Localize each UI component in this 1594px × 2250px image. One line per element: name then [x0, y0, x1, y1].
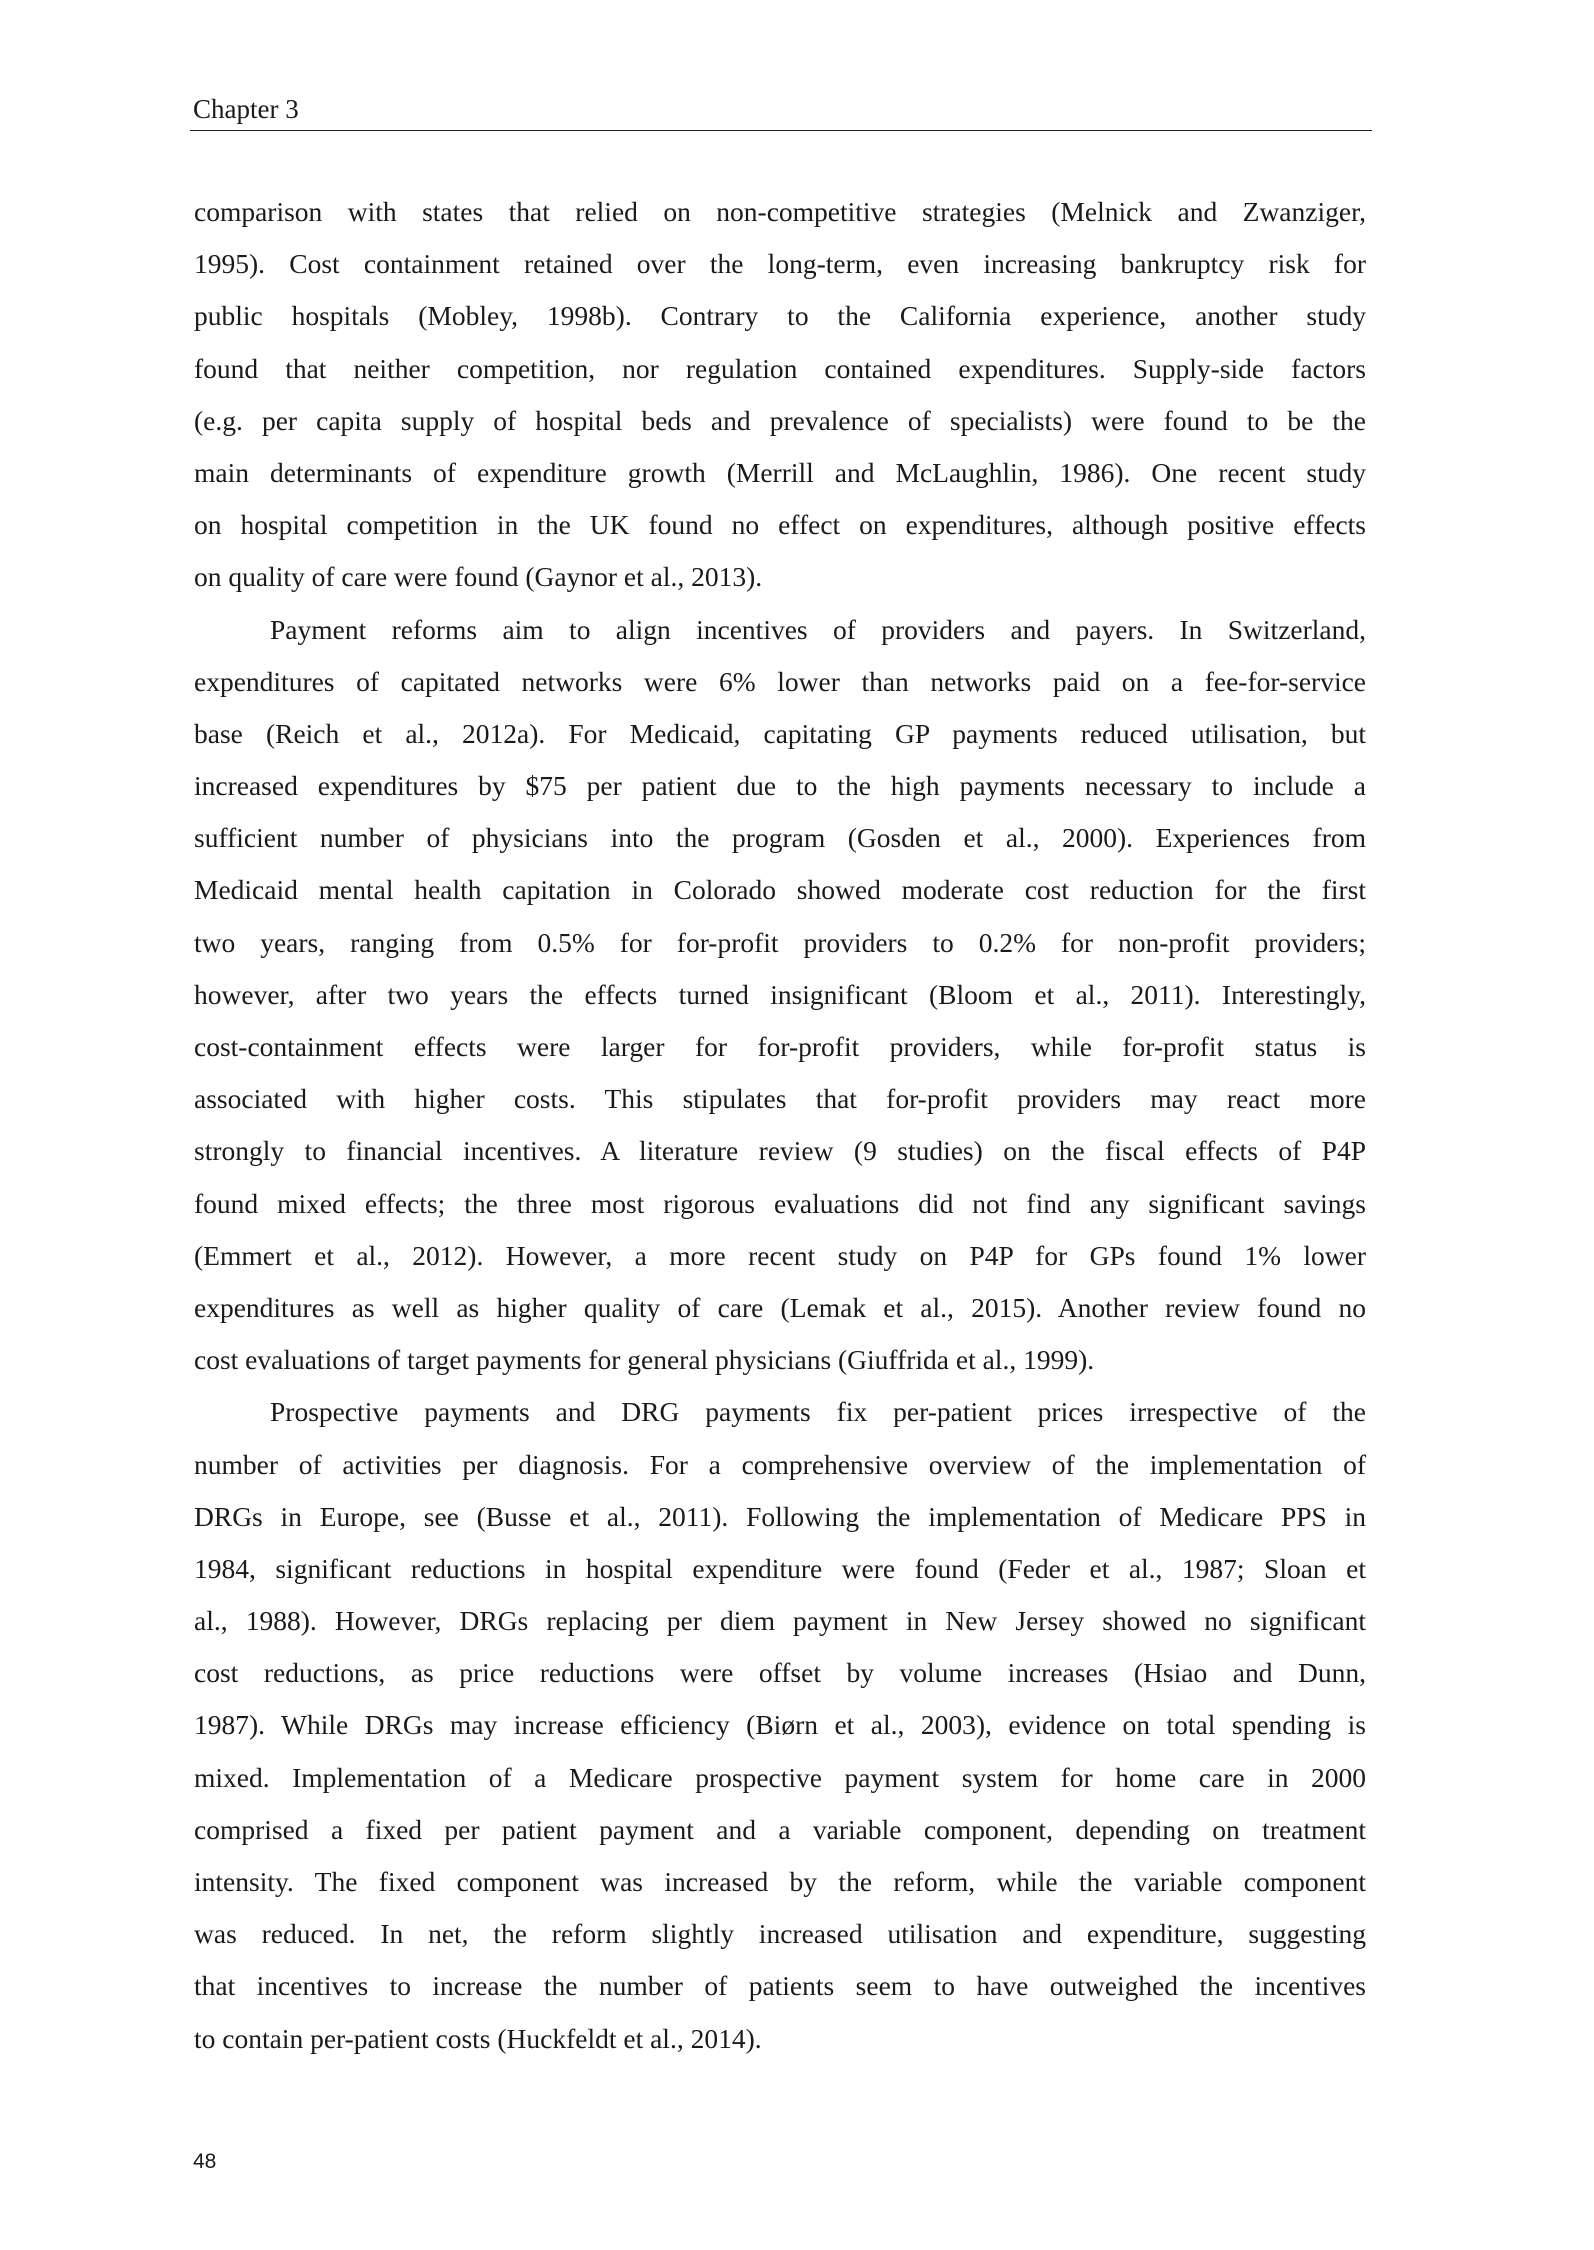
text-line: number of activities per diagnosis. For a comprehensive overview of the implementation of: [194, 1448, 1366, 1480]
text-line: Payment reforms aim to align incentives of providers and payers. In Switzerland,: [270, 613, 1366, 645]
paragraph: [194, 1386, 1366, 2064]
text-line: strongly to financial incentives. A literature review (9 studies) on the fiscal effects of P4P: [194, 1135, 1366, 1167]
body-text: [194, 186, 1366, 2065]
text-line: 1987). While DRGs may increase efficiency (Biørn et al., 2003), evidence on total spending is: [194, 1709, 1366, 1741]
text-line: was reduced. In net, the reform slightly increased utilisation and expenditure, suggesting: [194, 1918, 1366, 1950]
text-line: comparison with states that relied on non-competitive strategies (Melnick and Zwanziger,: [194, 196, 1366, 227]
text-line: found mixed effects; the three most rigorous evaluations did not find any significant savings: [194, 1187, 1366, 1219]
text-line: sufficient number of physicians into the program (Gosden et al., 2000). Experiences from: [194, 822, 1366, 854]
text-line: Prospective payments and DRG payments fix per-patient prices irrespective of the: [270, 1396, 1366, 1428]
header-rule: [190, 130, 1372, 131]
text-line: Medicaid mental health capitation in Colorado showed moderate cost reduction for the first: [194, 874, 1366, 906]
text-line: cost evaluations of target payments for general physicians (Giuffrida et al., 1999).: [194, 1344, 1095, 1376]
text-line: on hospital competition in the UK found no effect on expenditures, although positive effects: [194, 509, 1366, 541]
text-line: (e.g. per capita supply of hospital beds and prevalence of specialists) were found to be the: [194, 404, 1366, 436]
text-line: however, after two years the effects turned insignificant (Bloom et al., 2011). Interestingly,: [194, 978, 1366, 1010]
paragraph: [194, 604, 1366, 1387]
page-number: 48: [193, 2150, 217, 2173]
text-line: DRGs in Europe, see (Busse et al., 2011). Following the implementation of Medicare PPS in: [194, 1500, 1366, 1532]
text-line: comprised a fixed per patient payment and a variable component, depending on treatment: [194, 1813, 1366, 1845]
text-line: mixed. Implementation of a Medicare prospective payment system for home care in 2000: [194, 1761, 1366, 1793]
text-line: cost reductions, as price reductions were offset by volume increases (Hsiao and Dunn,: [194, 1657, 1366, 1689]
chapter-header: Chapter 3: [193, 94, 299, 124]
text-line: two years, ranging from 0.5% for for-profit providers to 0.2% for non-profit providers;: [194, 926, 1366, 958]
paragraph: [194, 186, 1366, 604]
text-line: associated with higher costs. This stipulates that for-profit providers may react more: [194, 1083, 1366, 1115]
text-line: cost-containment effects were larger for for-profit providers, while for-profit status is: [194, 1031, 1366, 1062]
text-line: increased expenditures by $75 per patient due to the high payments necessary to include a: [194, 770, 1366, 802]
text-line: intensity. The fixed component was increased by the reform, while the variable component: [194, 1866, 1366, 1897]
text-line: 1995). Cost containment retained over the long-term, even increasing bankruptcy risk for: [194, 248, 1366, 280]
text-line: that incentives to increase the number of patients seem to have outweighed the incentives: [194, 1970, 1366, 2002]
text-line: (Emmert et al., 2012). However, a more recent study on P4P for GPs found 1% lower: [194, 1239, 1366, 1271]
text-line: public hospitals (Mobley, 1998b). Contrary to the California experience, another study: [194, 300, 1366, 332]
text-line: expenditures as well as higher quality of care (Lemak et al., 2015). Another review found no: [194, 1291, 1366, 1323]
text-line: on quality of care were found (Gaynor et al., 2013).: [194, 561, 763, 593]
text-line: to contain per-patient costs (Huckfeldt et al., 2014).: [194, 2022, 762, 2054]
text-line: expenditures of capitated networks were 6% lower than networks paid on a fee-for-service: [194, 665, 1366, 697]
text-line: main determinants of expenditure growth (Merrill and McLaughlin, 1986). One recent study: [194, 456, 1366, 488]
text-line: 1984, significant reductions in hospital expenditure were found (Feder et al., 1987; Sloan et: [194, 1552, 1366, 1584]
text-line: base (Reich et al., 2012a). For Medicaid, capitating GP payments reduced utilisation, but: [194, 717, 1366, 749]
text-line: al., 1988). However, DRGs replacing per diem payment in New Jersey showed no significant: [194, 1605, 1366, 1637]
text-line: found that neither competition, nor regulation contained expenditures. Supply-side factors: [194, 352, 1366, 384]
